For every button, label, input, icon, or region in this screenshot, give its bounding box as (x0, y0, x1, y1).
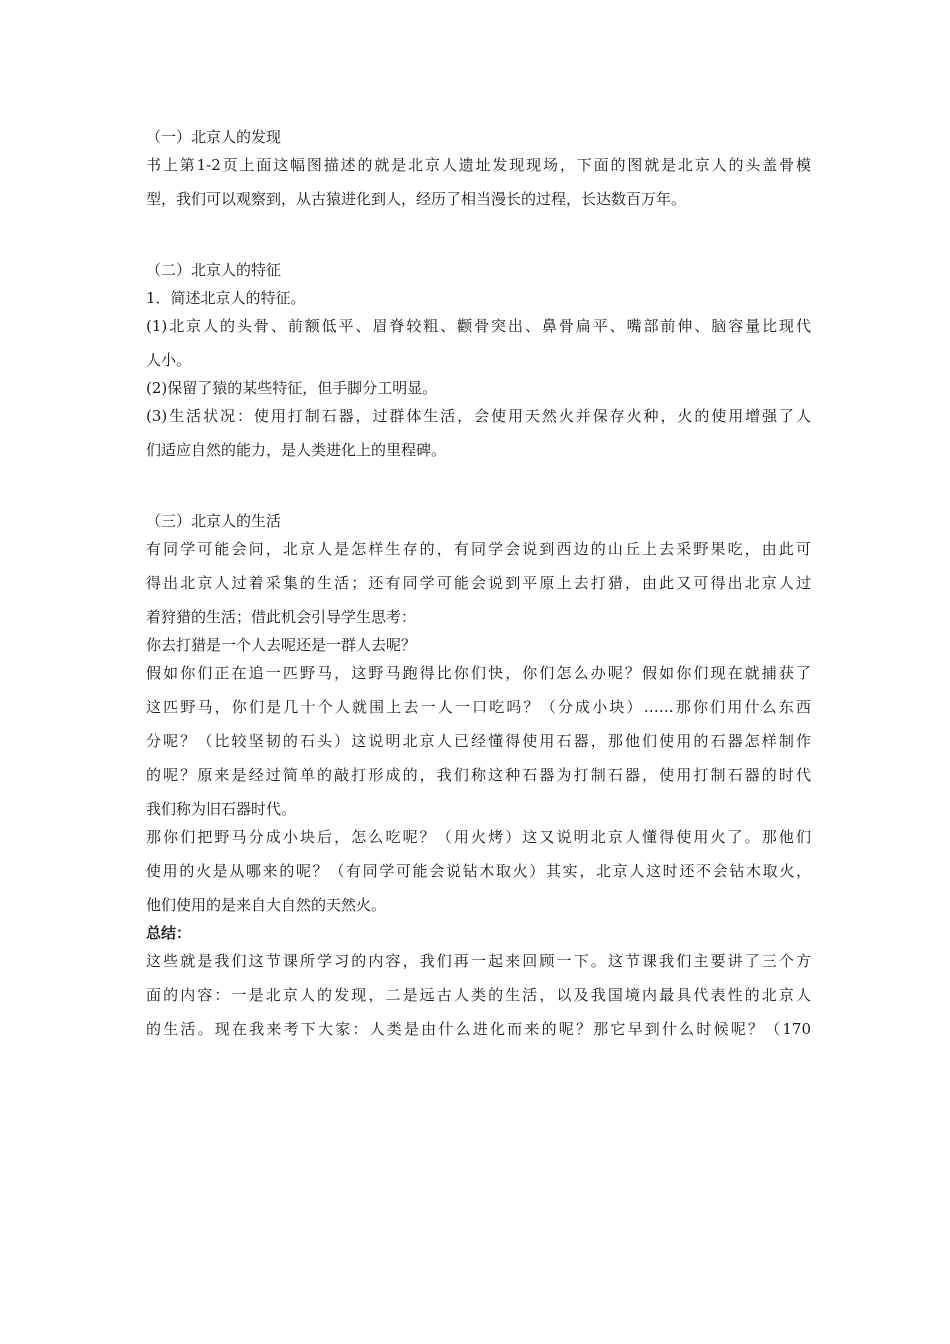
list-item: (2)保留了猿的某些特征，但手脚分工明显。 (146, 379, 438, 397)
paragraph-line: 这匹野马，你们是几十个人就围上去一人一口吃吗？（分成小块）……那你们用什么东西 (146, 698, 811, 716)
list-item-line: 们适应自然的能力，是人类进化上的里程碑。 (146, 441, 447, 459)
paragraph-line: 面的内容：一是北京人的发现，二是远古人类的生活，以及我国境内最具代表性的北京人 (146, 986, 811, 1004)
list-item-line: (3)生活状况：使用打制石器，过群体生活，会使用天然火并保存火种，火的使用增强了人 (146, 407, 811, 425)
paragraph-line: 书上第1-2页上面这幅图描述的就是北京人遗址发现现场，下面的图就是北京人的头盖骨模 (146, 156, 811, 174)
list-title: 1．简述北京人的特征。 (146, 289, 306, 307)
list-item-line: (1)北京人的头骨、前额低平、眉脊较粗、颧骨突出、鼻骨扁平、嘴部前伸、脑容量比现代 (146, 317, 811, 335)
paragraph-line: 我们称为旧石器时代。 (146, 800, 297, 818)
section-gap (146, 220, 811, 257)
list-item-line: 人小。 (146, 351, 192, 369)
paragraph-line: 他们使用的是来自大自然的天然火。 (146, 896, 387, 914)
summary-heading: 总结： (146, 924, 192, 942)
paragraph-line: 分呢？（比较坚韧的石头）这说明北京人已经懂得使用石器，那他们使用的石器怎样制作 (146, 732, 811, 750)
paragraph-line: 有同学可能会问，北京人是怎样生存的，有同学会说到西边的山丘上去采野果吃，由此可 (146, 540, 811, 558)
paragraph-line: 这些就是我们这节课所学习的内容，我们再一起来回顾一下。这节课我们主要讲了三个方 (146, 952, 811, 970)
paragraph-line: 着狩猎的生活；借此机会引导学生思考： (146, 608, 417, 626)
paragraph-line: 的生活。现在我来考下大家：人类是由什么进化而来的呢？那它早到什么时候呢？（170 (146, 1020, 811, 1038)
paragraph-line: 使用的火是从哪来的呢？（有同学可能会说钻木取火）其实，北京人这时还不会钻木取火， (146, 862, 811, 880)
section-heading-life: （三）北京人的生活 (146, 512, 282, 530)
paragraph-line: 的呢？原来是经过简单的敲打形成的，我们称这种石器为打制石器，使用打制石器的时代 (146, 766, 811, 784)
paragraph-line: 得出北京人过着采集的生活；还有同学可能会说到平原上去打猎，由此又可得出北京人过 (146, 574, 811, 592)
paragraph-line: 那你们把野马分成小块后，怎么吃呢？（用火烤）这又说明北京人懂得使用火了。那他们 (146, 828, 811, 846)
section-gap (146, 471, 811, 508)
section-heading-features: （二）北京人的特征 (146, 261, 282, 279)
question-line: 你去打猎是一个人去呢还是一群人去呢？ (146, 636, 417, 654)
paragraph-line: 假如你们正在追一匹野马，这野马跑得比你们快，你们怎么办呢？假如你们现在就捕获了 (146, 664, 811, 682)
section-heading-discovery: （一）北京人的发现 (146, 128, 282, 146)
document-body (146, 124, 811, 1050)
paragraph-line: 型，我们可以观察到，从古猿进化到人，经历了相当漫长的过程，长达数百万年。 (146, 190, 687, 208)
